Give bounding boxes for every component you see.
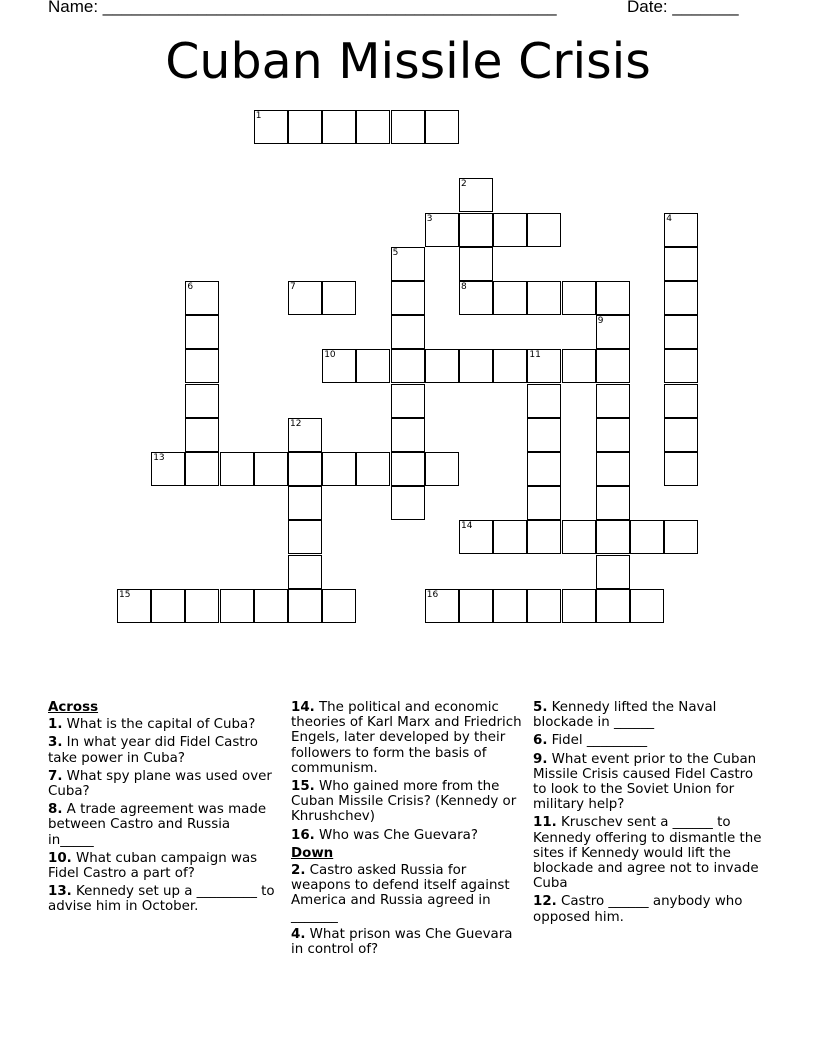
grid-cell[interactable] <box>288 589 322 623</box>
clues-column-3 <box>533 700 765 928</box>
grid-cell[interactable] <box>322 110 356 144</box>
grid-cell[interactable] <box>459 589 493 623</box>
grid-cell[interactable] <box>185 315 219 349</box>
clue-item-text: In what year did Fidel Castro take power in Cuba? <box>48 735 258 766</box>
date-field-label: Date: _______ <box>627 0 739 16</box>
clue-item <box>48 735 278 765</box>
clue-item <box>291 700 523 776</box>
grid-cell[interactable] <box>425 110 459 144</box>
clue-item-number: 13. <box>48 884 72 900</box>
grid-cell[interactable] <box>596 486 630 520</box>
clue-item-text: What event prior to the Cuban Missile Crisis caused Fidel Castro to look to the Soviet Union for military help? <box>533 751 757 813</box>
grid-cell[interactable] <box>596 589 630 623</box>
grid-cell[interactable] <box>288 418 322 452</box>
clue-number: 13 <box>153 453 165 463</box>
grid-cell[interactable] <box>527 213 561 247</box>
grid-cell[interactable] <box>527 418 561 452</box>
grid-cell[interactable] <box>288 281 322 315</box>
grid-cell[interactable] <box>596 384 630 418</box>
grid-cell[interactable] <box>562 281 596 315</box>
clue-item-number: 1. <box>48 717 63 733</box>
clue-item-text: What spy plane was used over Cuba? <box>48 768 272 800</box>
grid-cell[interactable] <box>664 247 698 281</box>
clues-column-2 <box>291 700 523 960</box>
clue-item-number: 2. <box>291 863 306 879</box>
grid-cell[interactable] <box>220 452 254 486</box>
grid-cell[interactable] <box>322 452 356 486</box>
clue-item-number: 8. <box>48 802 63 818</box>
clue-item-text: What is the capital of Cuba? <box>62 717 256 733</box>
grid-cell[interactable] <box>664 520 698 554</box>
grid-cell[interactable] <box>151 589 185 623</box>
grid-cell[interactable] <box>664 452 698 486</box>
grid-cell[interactable] <box>664 349 698 383</box>
clue-item <box>291 927 523 957</box>
grid-cell[interactable] <box>425 589 459 623</box>
grid-cell[interactable] <box>459 281 493 315</box>
grid-cell[interactable] <box>493 520 527 554</box>
grid-cell[interactable] <box>664 418 698 452</box>
grid-cell[interactable] <box>391 418 425 452</box>
clue-item <box>48 802 278 848</box>
clue-item-number: 15. <box>291 779 315 795</box>
clue-item <box>291 863 523 924</box>
clue-item-number: 10. <box>48 850 72 866</box>
grid-cell[interactable] <box>391 315 425 349</box>
grid-cell[interactable] <box>391 247 425 281</box>
grid-cell[interactable] <box>391 281 425 315</box>
grid-cell[interactable] <box>356 452 390 486</box>
grid-cell[interactable] <box>596 452 630 486</box>
grid-cell[interactable] <box>562 520 596 554</box>
clue-item <box>48 769 278 799</box>
grid-cell[interactable] <box>493 213 527 247</box>
clue-item-text: Castro ______ anybody who opposed him. <box>533 894 743 925</box>
grid-cell[interactable] <box>493 349 527 383</box>
clue-item <box>533 700 765 730</box>
clue-item-number: 12. <box>533 894 557 910</box>
grid-cell[interactable] <box>562 349 596 383</box>
grid-cell[interactable] <box>288 110 322 144</box>
clue-item <box>291 828 523 843</box>
grid-cell[interactable] <box>425 213 459 247</box>
grid-cell[interactable] <box>459 247 493 281</box>
grid-cell[interactable] <box>356 349 390 383</box>
clue-item-text: Who was Che Guevara? <box>314 827 478 843</box>
clues-column-1 <box>48 700 278 918</box>
grid-cell[interactable] <box>425 349 459 383</box>
clue-number: 8 <box>461 282 467 292</box>
grid-cell[interactable] <box>596 281 630 315</box>
clue-number: 16 <box>426 589 439 600</box>
clue-item-text: The political and economic theories of Karl Marx and Friedrich Engels, later developed by their followers to form the basis of communism. <box>291 700 522 776</box>
clue-item <box>291 779 523 825</box>
grid-cell[interactable] <box>185 349 219 383</box>
grid-cell[interactable] <box>459 520 493 554</box>
grid-cell[interactable] <box>391 384 425 418</box>
grid-cell[interactable] <box>596 349 630 383</box>
grid-cell[interactable] <box>220 589 254 623</box>
clue-item <box>533 733 765 748</box>
grid-cell[interactable] <box>151 452 185 486</box>
grid-cell[interactable] <box>185 384 219 418</box>
across-heading: Across <box>48 700 99 715</box>
grid-cell[interactable] <box>596 520 630 554</box>
grid-cell[interactable] <box>254 589 288 623</box>
clue-item-number: 14. <box>291 700 315 715</box>
clue-item-text: A trade agreement was made between Castro and Russia in_____ <box>48 802 267 848</box>
clue-item-number: 7. <box>48 768 63 784</box>
grid-cell[interactable] <box>185 281 219 315</box>
grid-cell[interactable] <box>185 452 219 486</box>
grid-cell[interactable] <box>596 555 630 589</box>
grid-cell[interactable] <box>664 315 698 349</box>
grid-cell[interactable] <box>185 589 219 623</box>
grid-cell[interactable] <box>527 486 561 520</box>
grid-cell[interactable] <box>527 520 561 554</box>
clue-item <box>48 717 278 732</box>
grid-cell[interactable] <box>322 349 356 383</box>
grid-cell[interactable] <box>527 384 561 418</box>
grid-cell[interactable] <box>254 452 288 486</box>
clue-number: 7 <box>290 282 296 292</box>
grid-cell[interactable] <box>288 486 322 520</box>
grid-cell[interactable] <box>493 589 527 623</box>
grid-cell[interactable] <box>527 589 561 623</box>
grid-cell[interactable] <box>425 452 459 486</box>
grid-cell[interactable] <box>322 589 356 623</box>
grid-cell[interactable] <box>630 520 664 554</box>
grid-cell[interactable] <box>596 315 630 349</box>
clue-item-number: 9. <box>533 751 548 767</box>
clue-item <box>533 815 765 891</box>
clue-item-number: 5. <box>533 700 548 715</box>
grid-cell[interactable] <box>391 452 425 486</box>
clue-number: 11 <box>529 350 541 361</box>
grid-cell[interactable] <box>459 349 493 383</box>
clue-item-text: Castro asked Russia for weapons to defend itself against America and Russia agreed in _______ <box>291 863 510 924</box>
clue-item-number: 6. <box>533 733 548 749</box>
grid-cell[interactable] <box>288 555 322 589</box>
clue-number: 9 <box>597 316 604 327</box>
clue-item-number: 3. <box>48 735 63 751</box>
clue-number: 3 <box>426 213 433 224</box>
grid-cell[interactable] <box>322 281 356 315</box>
grid-cell[interactable] <box>459 178 493 212</box>
grid-cell[interactable] <box>117 589 151 623</box>
clue-item-text: Kennedy lifted the Naval blockade in ______ <box>533 700 717 731</box>
clue-number: 15 <box>119 589 131 600</box>
grid-cell[interactable] <box>630 589 664 623</box>
down-heading: Down <box>291 845 334 861</box>
page-title: Cuban Missile Crisis <box>165 33 651 90</box>
clue-item-text: Kruschev sent a ______ to Kennedy offering to dismantle the sites if Kennedy would lift the blockade and agree not to invade Cuba <box>533 815 762 892</box>
grid-cell[interactable] <box>527 452 561 486</box>
clue-number: 10 <box>324 350 336 361</box>
clue-number: 14 <box>461 521 473 532</box>
grid-cell[interactable] <box>664 281 698 315</box>
clue-item <box>48 884 278 914</box>
grid-cell[interactable] <box>596 418 630 452</box>
clue-number: 12 <box>290 418 302 429</box>
grid-cell[interactable] <box>391 486 425 520</box>
clue-number: 5 <box>392 247 399 258</box>
grid-cell[interactable] <box>493 281 527 315</box>
clue-item-text: Who gained more from the Cuban Missile Crisis? (Kennedy or Khrushchev) <box>291 779 517 825</box>
grid-cell[interactable] <box>664 213 698 247</box>
grid-cell[interactable] <box>254 110 288 144</box>
grid-cell[interactable] <box>527 281 561 315</box>
grid-cell[interactable] <box>391 349 425 383</box>
grid-cell[interactable] <box>391 110 425 144</box>
clue-item-number: 11. <box>533 815 557 831</box>
grid-cell[interactable] <box>356 110 390 144</box>
clue-item <box>533 752 765 813</box>
clue-number: 4 <box>666 213 672 224</box>
grid-cell[interactable] <box>664 384 698 418</box>
clue-item <box>48 851 278 881</box>
clue-item-number: 4. <box>291 926 306 942</box>
clue-number: 6 <box>187 282 194 292</box>
grid-cell[interactable] <box>459 213 493 247</box>
clue-item-text: Kennedy set up a _________ to advise him in October. <box>48 884 275 915</box>
clue-item-text: What cuban campaign was Fidel Castro a part of? <box>48 850 258 882</box>
grid-cell[interactable] <box>288 452 322 486</box>
clue-item-text: What prison was Che Guevara in control of? <box>291 926 513 958</box>
grid-cell[interactable] <box>288 520 322 554</box>
grid-cell[interactable] <box>185 418 219 452</box>
name-field-label: Name: ________________________________________________ <box>48 0 557 16</box>
clue-item-text: Fidel _________ <box>547 733 648 749</box>
clue-item <box>533 894 765 924</box>
grid-cell[interactable] <box>562 589 596 623</box>
clue-number: 2 <box>461 179 467 190</box>
grid-cell[interactable] <box>527 349 561 383</box>
clue-item-number: 16. <box>291 827 315 843</box>
clue-number: 1 <box>255 111 262 121</box>
